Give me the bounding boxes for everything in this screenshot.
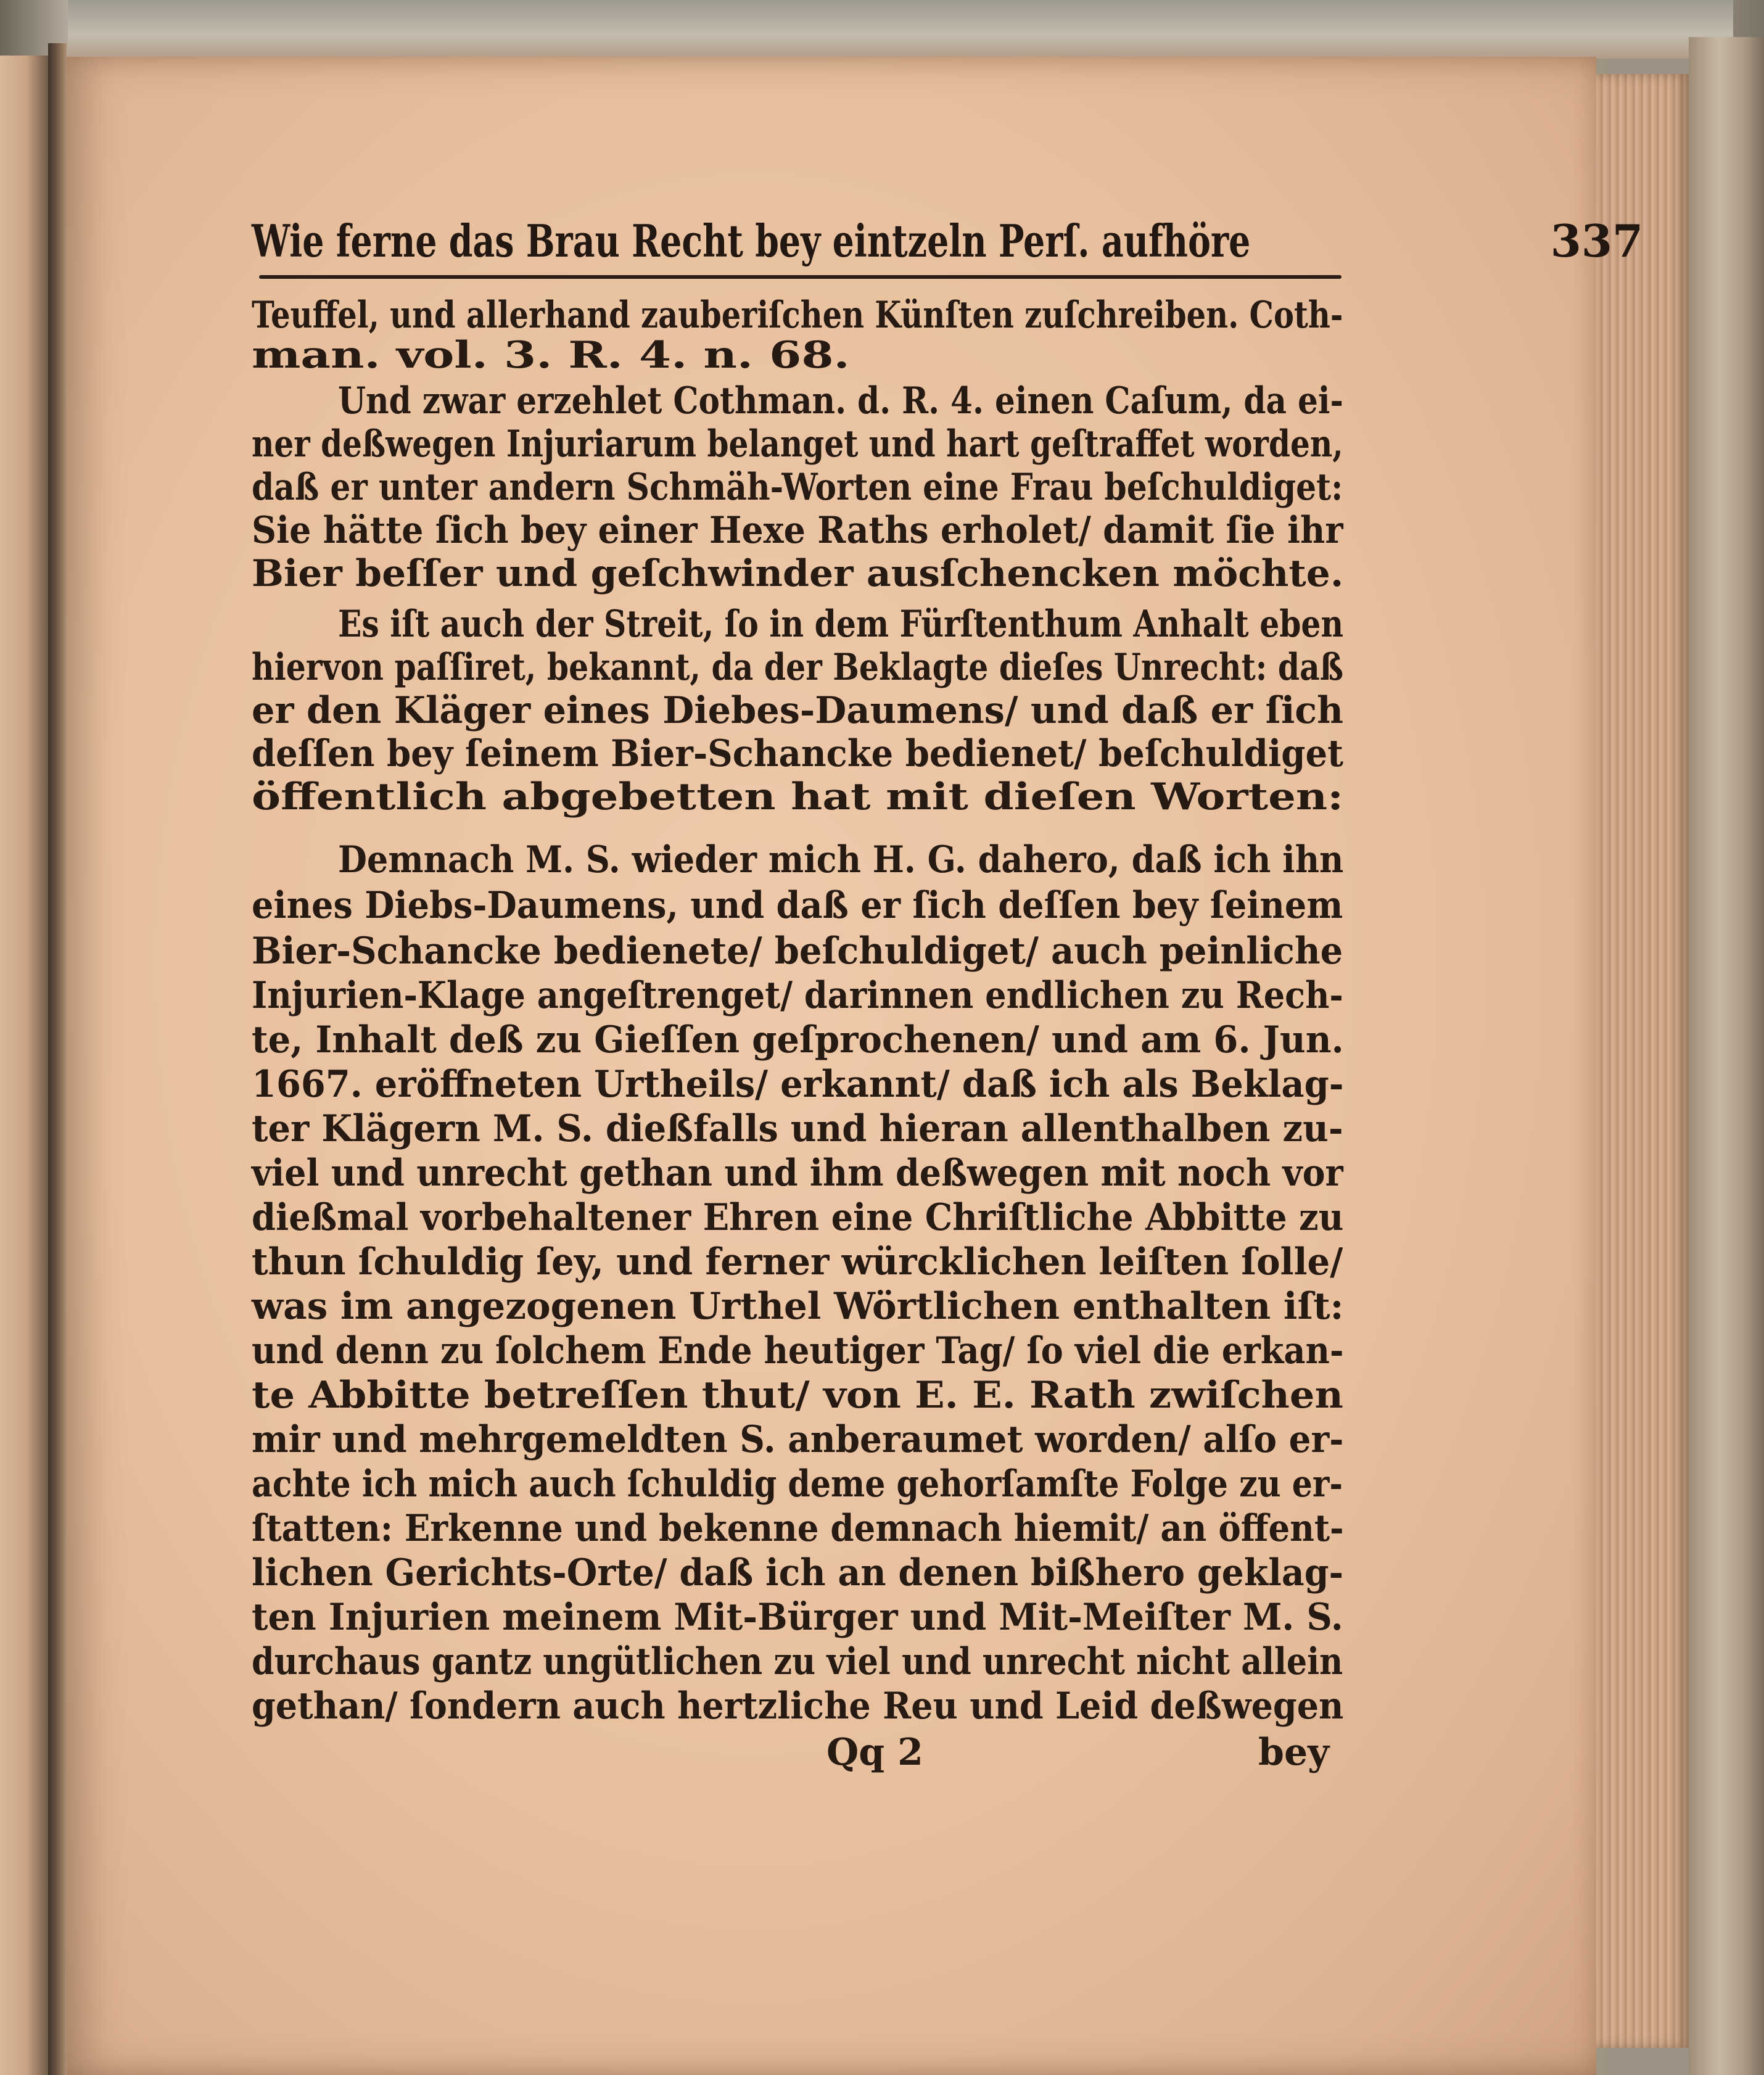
text-line: durchaus gantz ungütlichen zu viel und unrecht nicht allein (252, 1640, 1343, 1683)
facing-page-edge (0, 56, 48, 2075)
text-line: dießmal vorbehaltener Ehren eine Chriſtliche Abbitte zu (252, 1196, 1344, 1239)
text-line: 1667. eröffneten Urtheils/ erkannt/ daß ich als Beklag- (252, 1063, 1344, 1106)
text-line: ter Klägern M. S. dießfalls und hieran allenthalben zu- (252, 1107, 1343, 1150)
text-line: viel und unrecht gethan und ihm deßwegen mit noch vor (252, 1152, 1343, 1195)
running-header (252, 213, 1644, 270)
text-line: Injurien-Klage angeſtrenget/ darinnen endlichen zu Rech- (252, 974, 1343, 1017)
book-cover-right (1689, 37, 1764, 2075)
catchword: bey (1258, 1731, 1329, 1774)
text-line: te Abbitte betreſſen thut/ von E. E. Rath zwiſchen (252, 1374, 1343, 1417)
text-line: Sie hätte ſich bey einer Hexe Raths erholet/ damit ſie ihr (252, 509, 1343, 552)
text-line: mir und mehrgemeldten S. anberaumet worden/ alſo er- (252, 1418, 1344, 1461)
text-line: gethan/ ſondern auch hertzliche Reu und Leid deßwegen (252, 1685, 1344, 1728)
text-line: man. vol. 3. R. 4. n. 68. (252, 334, 850, 377)
text-line: Demnach M. S. wieder mich H. G. dahero, daß ich ihn (338, 838, 1344, 881)
book-cover-top (68, 0, 1733, 59)
text-line: Teuffel, und allerhand zauberiſchen Künſten zuſchreiben. Coth- (252, 294, 1343, 337)
text-line: ſtatten: Erkenne und bekenne demnach hiemit/ an öffent- (252, 1507, 1344, 1550)
text-line: ten Injurien meinem Mit-Bürger und Mit-Meiſter M. S. (252, 1596, 1343, 1639)
page-number: 337 (1550, 215, 1644, 267)
text-line: lichen Gerichts-Orte/ daß ich an denen bißhero geklag- (252, 1551, 1344, 1594)
text-line: öffentlich abgebetten hat mit dieſen Worten: (252, 775, 1344, 819)
text-line: ner deßwegen Injuriarum belanget und hart geſtraffet worden, (252, 423, 1343, 466)
text-line: Es iſt auch der Streit, ſo in dem Fürſtenthum Anhalt eben (338, 603, 1344, 646)
signature-mark: Qq 2 (826, 1731, 923, 1774)
header-rule (259, 275, 1342, 279)
text-line: er den Kläger eines Diebes-Daumens/ und daß er ſich (252, 689, 1343, 732)
text-line: achte ich mich auch ſchuldig deme gehorſamſte Folge zu er- (252, 1462, 1343, 1506)
text-line: was im angezogenen Urthel Wörtlichen enthalten iſt: (252, 1285, 1344, 1328)
text-line: thun ſchuldig ſey, und ferner würcklichen leiſten ſolle/ (252, 1240, 1343, 1284)
text-line: Und zwar erzehlet Cothman. d. R. 4. einen Caſum, da ei- (338, 379, 1343, 423)
text-line: Bier beſſer und geſchwinder ausſchencken möchte. (252, 552, 1344, 595)
text-line: daß er unter andern Schmäh-Worten eine Frau beſchuldiget: (252, 466, 1343, 509)
page-stack-edge (1596, 74, 1689, 2048)
text-line: Bier-Schancke bedienete/ beſchuldiget/ auch peinliche (252, 930, 1343, 973)
running-title: Wie ferne das Brau Recht bey eintzeln Perſ. aufhöre (252, 215, 1251, 267)
book-gutter (48, 43, 67, 2075)
text-line: hiervon paſſiret, bekannt, da der Beklagte dieſes Unrecht: daß (252, 646, 1344, 689)
text-line: und denn zu ſolchem Ende heutiger Tag/ ſo viel die erkan- (252, 1329, 1344, 1372)
text-line: eines Diebs-Daumens, und daß er ſich deſſen bey ſeinem (252, 884, 1343, 927)
text-line: te, Inhalt deß zu Gieſſen geſprochenen/ und am 6. Jun. (252, 1018, 1344, 1062)
text-line: deſſen bey ſeinem Bier-Schancke bedienet/ beſchuldiget (252, 732, 1344, 775)
